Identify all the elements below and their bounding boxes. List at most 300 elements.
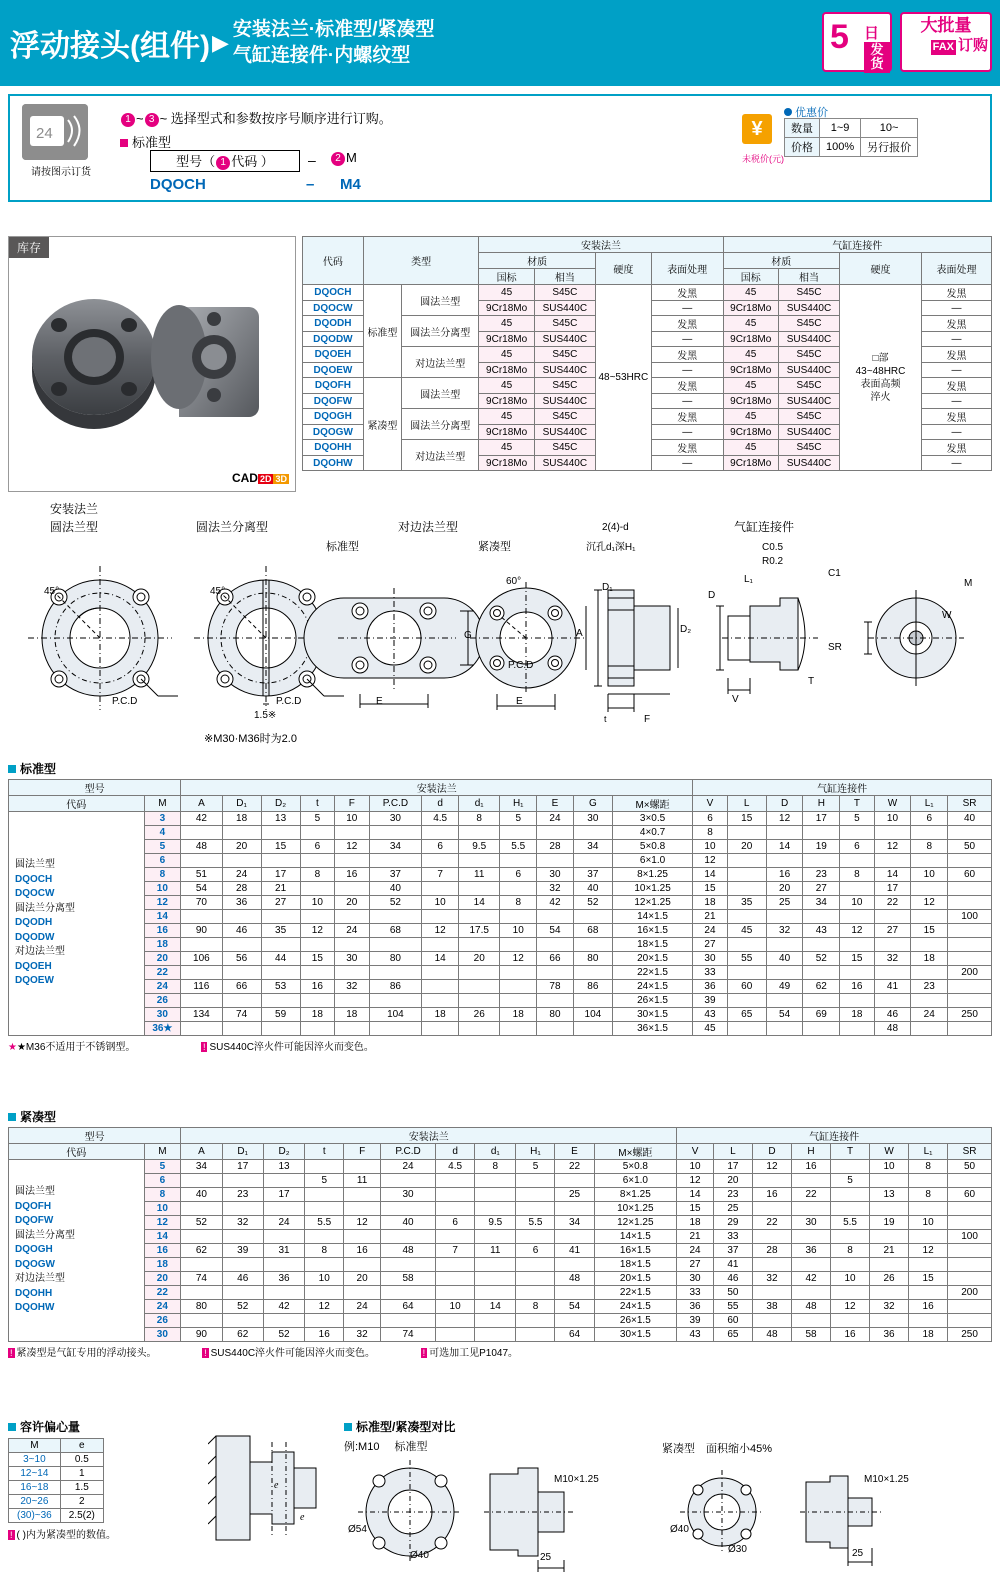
spec-d1: 17.5	[459, 924, 500, 938]
spec-E	[555, 1286, 594, 1300]
th-F: F	[344, 1144, 381, 1160]
spec-PCD: 86	[369, 980, 422, 994]
spec-A	[181, 1022, 222, 1036]
spec-Mpitch: 4×0.7	[612, 826, 692, 840]
th-e: e	[60, 1439, 103, 1453]
spec-SR	[948, 1314, 992, 1328]
note-1-5: 1.5※	[254, 710, 277, 721]
spec-SR	[948, 994, 992, 1008]
spec-M: 20	[144, 952, 181, 966]
spec-D	[766, 910, 803, 924]
spec-H: 16	[791, 1160, 830, 1174]
spec-E	[537, 966, 574, 980]
spec-V: 39	[693, 994, 727, 1008]
spec-t: 8	[305, 1244, 344, 1258]
table-row	[9, 938, 992, 952]
spec-E: 25	[555, 1188, 594, 1202]
spec-T: 16	[831, 1328, 870, 1342]
page-header	[0, 0, 1000, 86]
spec-L	[727, 938, 766, 952]
spec-L: 55	[727, 952, 766, 966]
spec-d: 10	[436, 1300, 475, 1314]
spec-D: 22	[752, 1216, 791, 1230]
table-row	[9, 994, 992, 1008]
spec-E: 48	[555, 1272, 594, 1286]
spec-F	[335, 854, 369, 868]
th-SR: SR	[948, 1144, 992, 1160]
spec-T: 18	[840, 1008, 874, 1022]
spec-V: 21	[693, 910, 727, 924]
th-code: 代码	[303, 237, 364, 285]
spec-t	[300, 882, 334, 896]
table-row	[9, 1230, 992, 1244]
spec-E: 30	[537, 868, 574, 882]
spec-Mpitch: 20×1.5	[612, 952, 692, 966]
diagram-label-round: 圆法兰型	[50, 520, 99, 534]
spec-Mpitch: 26×1.5	[612, 994, 692, 1008]
spec-W: 10	[870, 1160, 909, 1174]
spec-t	[305, 1202, 344, 1216]
type-code[interactable]: DQODH	[303, 316, 364, 332]
spec-G: 37	[573, 868, 612, 882]
spec-E: 24	[537, 812, 574, 826]
comparison-std-label: 标准型	[394, 1441, 428, 1453]
spec-D2: 52	[263, 1328, 304, 1342]
spec-M: 30	[144, 1328, 181, 1342]
spec-H1: 8	[516, 1300, 555, 1314]
spec-PCD: 30	[369, 812, 422, 826]
spec-V: 6	[693, 812, 727, 826]
table-row	[9, 1022, 992, 1036]
spec-H1	[516, 1202, 555, 1216]
tolerance-table	[8, 1438, 104, 1523]
badge-bulk-sub: FAX 订购	[932, 37, 988, 55]
th-M: M	[9, 1439, 61, 1453]
spec-A: 40	[181, 1188, 222, 1202]
spec-t: 5	[305, 1174, 344, 1188]
spec-H1: 5.5	[516, 1216, 555, 1230]
spec-V: 45	[693, 1022, 727, 1036]
spec-A: 54	[181, 882, 222, 896]
pcd-label-1: P.C.D	[112, 696, 138, 707]
spec-W	[870, 1230, 909, 1244]
flange-gb: 9Cr18Mo	[479, 301, 534, 316]
price-val-2: 另行报价	[861, 138, 918, 157]
spec-PCD	[369, 938, 422, 952]
spec-T: 5.5	[831, 1216, 870, 1230]
type-subtype-label: 圆法兰分离型	[402, 409, 479, 440]
spec-T: 10	[831, 1272, 870, 1286]
spec-H1: 12	[500, 952, 537, 966]
spec-G: 34	[573, 840, 612, 854]
type-code[interactable]: DQOCH	[303, 285, 364, 301]
spec-W	[874, 910, 911, 924]
spec-PCD: 104	[369, 1008, 422, 1022]
spec-D: 28	[752, 1244, 791, 1258]
spec-T: 12	[831, 1300, 870, 1314]
spec-t	[305, 1188, 344, 1202]
square-bullet-icon	[120, 139, 128, 147]
table-row	[9, 952, 992, 966]
spec-D: 12	[752, 1160, 791, 1174]
spec-t	[300, 966, 334, 980]
spec-Mpitch: 20×1.5	[594, 1272, 677, 1286]
spec-H1: 6	[516, 1244, 555, 1258]
type-code[interactable]: DQOFW	[303, 394, 364, 409]
label-SR: SR	[828, 642, 842, 653]
spec-L: 15	[727, 812, 766, 826]
spec-A	[181, 1230, 222, 1244]
spec-SR	[948, 1174, 992, 1188]
spec-d: 7	[422, 868, 459, 882]
spec-T	[831, 1230, 870, 1244]
std-length: 25	[540, 1552, 552, 1563]
spec-L1	[909, 1258, 948, 1272]
spec-M: 12	[144, 1216, 181, 1230]
type-group-label: 标准型	[363, 285, 401, 378]
cyl-gb: 45	[723, 409, 778, 425]
header-subtitle-line1: 安装法兰·标准型/紧凑型	[232, 19, 435, 41]
spec-D2: 13	[263, 1160, 304, 1174]
spec-L: 23	[713, 1188, 752, 1202]
compact-note-3: 可选加工见P1047。	[429, 1348, 519, 1359]
spec-D1: 66	[222, 980, 261, 994]
spec-A: 134	[181, 1008, 222, 1022]
spec-H1	[516, 1230, 555, 1244]
spec-D	[766, 994, 803, 1008]
standard-spec-table	[8, 779, 992, 1036]
spec-D2	[263, 1230, 304, 1244]
spec-Mpitch: 3×0.5	[612, 812, 692, 826]
spec-H1: 6	[500, 868, 537, 882]
spec-D	[766, 1022, 803, 1036]
spec-PCD	[369, 1022, 422, 1036]
table-row	[9, 1244, 992, 1258]
th-L: L	[713, 1144, 752, 1160]
flange-equiv: SUS440C	[534, 456, 595, 471]
table-row	[9, 1272, 992, 1286]
badge-5day-unit: 日	[864, 25, 880, 42]
th-E: E	[537, 796, 574, 812]
spec-F	[344, 1160, 381, 1174]
label-L1: L₁	[744, 574, 753, 585]
spec-PCD	[380, 1174, 435, 1188]
type-code[interactable]: DQOHH	[303, 440, 364, 456]
label-C1: C1	[828, 568, 841, 579]
label-D1: D₁	[602, 582, 613, 593]
cyl-surface: 发黑	[921, 409, 991, 425]
label-E-2: E	[516, 696, 523, 707]
spec-H1	[516, 1272, 555, 1286]
spec-d: 4.5	[436, 1160, 475, 1174]
spec-L: 20	[727, 840, 766, 854]
spec-SR: 60	[948, 868, 992, 882]
spec-L1: 15	[909, 1272, 948, 1286]
spec-d	[436, 1188, 475, 1202]
spec-F	[344, 1286, 381, 1300]
type-code[interactable]: DQOFH	[303, 378, 364, 394]
spec-H: 43	[803, 924, 840, 938]
type-code[interactable]: DQODW	[303, 332, 364, 347]
spec-L	[727, 966, 766, 980]
spec-F: 12	[335, 840, 369, 854]
table-header-row	[9, 780, 992, 796]
spec-D: 38	[752, 1300, 791, 1314]
spec-PCD	[380, 1314, 435, 1328]
spec-Mpitch: 22×1.5	[612, 966, 692, 980]
th-D: D	[752, 1144, 791, 1160]
th-E: E	[555, 1144, 594, 1160]
spec-d1: 11	[475, 1244, 516, 1258]
svg-text:24: 24	[36, 125, 53, 142]
flange-equiv: S45C	[534, 316, 595, 332]
spec-PCD: 58	[380, 1272, 435, 1286]
spec-D1	[222, 1258, 263, 1272]
spec-Mpitch: 16×1.5	[612, 924, 692, 938]
spec-D1: 56	[222, 952, 261, 966]
spec-D1: 52	[222, 1300, 263, 1314]
spec-F: 20	[344, 1272, 381, 1286]
spec-d	[422, 882, 459, 896]
spec-E: 28	[537, 840, 574, 854]
header-arrow-icon: ▶	[211, 30, 229, 55]
spec-A	[181, 910, 222, 924]
type-code[interactable]: DQOGW	[303, 425, 364, 440]
th-cylinder: 气缸连接件	[723, 237, 991, 253]
spec-Mpitch: 18×1.5	[612, 938, 692, 952]
th-L: L	[727, 796, 766, 812]
spec-PCD	[369, 910, 422, 924]
table-header-row	[9, 1144, 992, 1160]
label-D2: D₂	[680, 624, 692, 635]
cyl-equiv: S45C	[778, 440, 839, 456]
flange-surface: —	[651, 425, 723, 440]
spec-E	[537, 994, 574, 1008]
spec-G: 52	[573, 896, 612, 910]
spec-t	[305, 1160, 344, 1174]
spec-M: 22	[144, 1286, 181, 1300]
table-row	[9, 1467, 104, 1481]
spec-H: 30	[791, 1216, 830, 1230]
flange-equiv: S45C	[534, 285, 595, 301]
spec-D1: 36	[222, 896, 261, 910]
price-val-1: 100%	[820, 138, 861, 157]
spec-M: 6	[144, 1174, 181, 1188]
spec-T	[831, 1258, 870, 1272]
type-code[interactable]: DQOEH	[303, 347, 364, 363]
spec-H1	[516, 1174, 555, 1188]
type-subtype-label: 圆法兰型	[402, 378, 479, 409]
spec-Mpitch: 6×1.0	[612, 854, 692, 868]
spec-H	[803, 1022, 840, 1036]
spec-D: 16	[766, 868, 803, 882]
spec-E	[537, 826, 574, 840]
spec-D2	[263, 1314, 304, 1328]
cyl-gb: 9Cr18Mo	[723, 394, 778, 409]
spec-L: 41	[713, 1258, 752, 1272]
cyl-equiv: S45C	[778, 285, 839, 301]
spec-A: 106	[181, 952, 222, 966]
spec-F: 18	[335, 1008, 369, 1022]
flange-gb: 45	[479, 440, 534, 456]
spec-D2: 36	[263, 1272, 304, 1286]
table-row	[9, 1202, 992, 1216]
spec-L1	[909, 1286, 948, 1300]
spec-D2: 59	[261, 1008, 300, 1022]
spec-M: 16	[144, 1244, 181, 1258]
spec-d	[436, 1314, 475, 1328]
qty-range-2: 10~	[861, 119, 918, 138]
spec-V: 24	[693, 924, 727, 938]
spec-M: 14	[144, 910, 181, 924]
comparison-block	[344, 1418, 992, 1576]
spec-D2	[261, 854, 300, 868]
spec-M: 22	[144, 966, 181, 980]
spec-A	[181, 1174, 222, 1188]
spec-PCD: 24	[380, 1160, 435, 1174]
spec-PCD: 80	[369, 952, 422, 966]
flange-gb: 45	[479, 347, 534, 363]
type-code[interactable]: DQOHW	[303, 456, 364, 471]
cad-3d-icon[interactable]: 3D	[275, 474, 287, 484]
spec-M: 5	[144, 840, 181, 854]
spec-T: 6	[840, 840, 874, 854]
spec-L: 60	[713, 1314, 752, 1328]
th-H1: H₁	[500, 796, 537, 812]
flange-equiv: S45C	[534, 440, 595, 456]
spec-D	[766, 966, 803, 980]
spec-F	[344, 1314, 381, 1328]
spec-M: 24	[144, 980, 181, 994]
spec-V: 39	[677, 1314, 714, 1328]
spec-Mpitch: 8×1.25	[594, 1188, 677, 1202]
spec-W: 26	[870, 1272, 909, 1286]
tol-e: 2	[60, 1495, 103, 1509]
spec-Mpitch: 5×0.8	[612, 840, 692, 854]
tol-e: 2.5(2)	[60, 1509, 103, 1523]
cad-badge[interactable]: CAD 2D 3D	[231, 471, 287, 485]
spec-W: 48	[874, 1022, 911, 1036]
spec-PCD: 30	[380, 1188, 435, 1202]
spec-D2	[261, 938, 300, 952]
spec-d	[436, 1174, 475, 1188]
spec-D1	[222, 826, 261, 840]
spec-Mpitch: 12×1.25	[612, 896, 692, 910]
flange-surface: 发黑	[651, 409, 723, 425]
spec-V: 30	[677, 1272, 714, 1286]
spec-H	[803, 854, 840, 868]
spec-A	[181, 1202, 222, 1216]
spec-SR	[948, 1244, 992, 1258]
th-d1: d₁	[459, 796, 500, 812]
table-row	[9, 1286, 992, 1300]
spec-M: 3	[144, 812, 181, 826]
spec-SR: 200	[948, 966, 992, 980]
spec-W: 12	[874, 840, 911, 854]
type-code[interactable]: DQOEW	[303, 363, 364, 378]
flange-surface: 发黑	[651, 440, 723, 456]
spec-M: 36★	[144, 1022, 181, 1036]
spec-L1	[911, 1022, 948, 1036]
th-material-cyl: 材质	[723, 253, 839, 269]
spec-H	[803, 994, 840, 1008]
th-T: T	[840, 796, 874, 812]
spec-D1	[222, 910, 261, 924]
price-table	[784, 118, 918, 157]
table-row	[9, 1160, 992, 1174]
spec-E	[537, 910, 574, 924]
th-V: V	[677, 1144, 714, 1160]
spec-V: 33	[677, 1286, 714, 1300]
th-D1: D₁	[222, 1144, 263, 1160]
spec-Mpitch: 16×1.5	[594, 1244, 677, 1258]
spec-H: 58	[791, 1328, 830, 1342]
standard-note-1: ★M36不适用于不锈钢型。	[16, 1042, 136, 1053]
type-code[interactable]: DQOCW	[303, 301, 364, 316]
pcd-label-2: P.C.D	[276, 696, 302, 707]
spec-V: 30	[693, 952, 727, 966]
spec-SR: 50	[948, 840, 992, 854]
spec-H: 34	[803, 896, 840, 910]
spec-V: 33	[693, 966, 727, 980]
spec-d1: 8	[475, 1160, 516, 1174]
spec-G: 40	[573, 882, 612, 896]
qty-range-1: 1~9	[820, 119, 861, 138]
th-flange: 安装法兰	[479, 237, 723, 253]
table-row	[9, 1300, 992, 1314]
page-title: 浮动接头(组件)	[10, 30, 210, 63]
spec-D2	[261, 1022, 300, 1036]
spec-D1: 18	[222, 812, 261, 826]
spec-PCD	[380, 1230, 435, 1244]
spec-F	[344, 1258, 381, 1272]
tolerance-diagram	[208, 1428, 328, 1548]
flange-equiv: S45C	[534, 378, 595, 394]
cyl-equiv: S45C	[778, 316, 839, 332]
th-model: 型号	[9, 1128, 181, 1144]
spec-F: 24	[335, 924, 369, 938]
spec-V: 18	[677, 1216, 714, 1230]
spec-D	[752, 1174, 791, 1188]
spec-t	[305, 1230, 344, 1244]
cad-2d-icon[interactable]: 2D	[259, 474, 272, 484]
spec-SR: 250	[948, 1328, 992, 1342]
spec-F: 24	[344, 1300, 381, 1314]
spec-d1	[459, 826, 500, 840]
spec-L1	[909, 1314, 948, 1328]
spec-G	[573, 994, 612, 1008]
table-row	[9, 854, 992, 868]
spec-d: 10	[422, 896, 459, 910]
spec-t: 8	[300, 868, 334, 882]
spec-Mpitch: 18×1.5	[594, 1258, 677, 1272]
spec-t	[305, 1258, 344, 1272]
diagram-label-compact: 紧凑型	[478, 541, 511, 553]
spec-E: 34	[555, 1216, 594, 1230]
spec-H: 69	[803, 1008, 840, 1022]
cyl-gb: 9Cr18Mo	[723, 425, 778, 440]
spec-D2	[261, 994, 300, 1008]
spec-PCD: 68	[369, 924, 422, 938]
spec-T	[840, 854, 874, 868]
spec-D1	[222, 994, 261, 1008]
type-code[interactable]: DQOGH	[303, 409, 364, 425]
spec-T	[831, 1314, 870, 1328]
spec-T: 5	[840, 812, 874, 826]
table-row	[9, 980, 992, 994]
badge-5day-shipping	[822, 12, 892, 72]
table-row	[303, 285, 992, 301]
